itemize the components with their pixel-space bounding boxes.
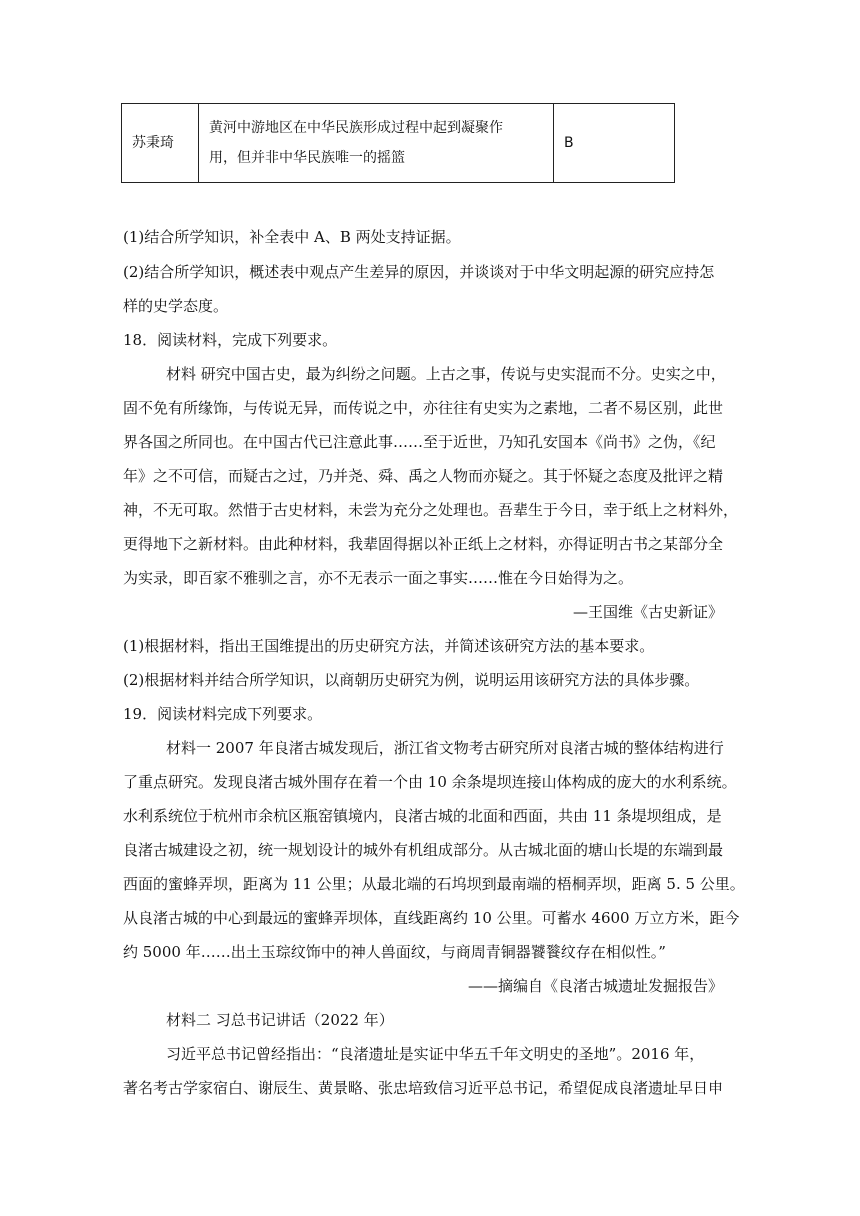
q19-material1-line: 约 5000 年……出土玉琮纹饰中的神人兽面纹，与商周青铜器饕餮纹存在相似性。” (123, 943, 666, 961)
q19-source1: ——摘编自《良渚古城遗址发掘报告》 (467, 977, 723, 995)
viewpoint-table (121, 103, 675, 183)
scholar-name-cell: 苏秉琦 (122, 104, 199, 183)
q19-material2-line: 习近平总书记曾经指出：“良渚遗址是实证中华五千年文明史的圣地”。2016 年， (166, 1045, 705, 1063)
q18-sub1: (1)根据材料，指出王国维提出的历史研究方法，并简述该研究方法的基本要求。 (123, 637, 655, 655)
q17-sub2-line: (2)结合所学知识，概述表中观点产生差异的原因，并谈谈对于中华文明起源的研究应持怎 (123, 263, 715, 281)
q19-material2-line: 著名考古学家宿白、谢辰生、黄景略、张忠培致信习近平总书记，希望促成良渚遗址早日申 (123, 1079, 724, 1097)
q18-material-line: 固不免有所缘饰，与传说无异，而传说之中，亦往往有史实为之素地，二者不易区别，此世 (123, 399, 724, 417)
viewpoint-line: 黄河中游地区在中华民族形成过程中起到凝聚作 (209, 120, 503, 136)
q18-heading: 18．阅读材料，完成下列要求。 (123, 331, 338, 349)
viewpoint-cell (199, 104, 554, 183)
q19-material2-title: 材料二 习总书记讲话（2022 年） (166, 1011, 394, 1029)
q18-material-line: 材料 研究中国古史，最为纠纷之问题。上古之事，传说与史实混而不分。史实之中， (166, 365, 726, 383)
q18-source: —王国维《古史新证》 (572, 603, 723, 621)
q18-material-line: 神，不无可取。然惜于古史材料，未尝为充分之处理也。吾辈生于今日，幸于纸上之材料外， (123, 501, 739, 519)
q18-material-line: 更得地下之新材料。由此种材料，我辈固得据以补正纸上之材料，亦得证明古书之某部分全 (123, 535, 724, 553)
q19-material1-line: 从良渚古城的中心到最远的蜜蜂弄坝体，直线距离约 10 公里。可蓄水 4600 万立方米，距今 (123, 909, 740, 927)
viewpoint-line: 用，但并非中华民族唯一的摇篮 (209, 150, 405, 166)
q18-material-line: 界各国之所同也。在中国古代已注意此事……至于近世，乃知孔安国本《尚书》之伪，《纪 (123, 433, 716, 451)
q19-material1-line: 西面的蜜蜂弄坝，距离为 11 公里；从最北端的石坞坝到最南端的梧桐弄坝，距离 5. 5 公里。 (123, 875, 745, 893)
q18-material-line: 年》之不可信，而疑古之过，乃并尧、舜、禹之人物而亦疑之。其于怀疑之态度及批评之精 (123, 467, 724, 485)
q19-heading: 19．阅读材料完成下列要求。 (123, 705, 323, 723)
q17-sub2-line: 样的史学态度。 (123, 297, 229, 315)
q18-sub2: (2)根据材料并结合所学知识，以商朝历史研究为例，说明运用该研究方法的具体步骤。 (123, 671, 700, 689)
q18-material-line: 为实录，即百家不雅驯之言，亦不无表示一面之事实……惟在今日始得为之。 (123, 569, 634, 587)
q19-material1-line: 了重点研究。发现良渚古城外围存在着一个由 10 余条堤坝连接山体构成的庞大的水利系统。 (123, 773, 737, 791)
q19-material1-line: 水利系统位于杭州市余杭区瓶窑镇境内，良渚古城的北面和西面，共由 11 条堤坝组成，是 (123, 807, 722, 825)
q19-material1-line: 材料一 2007 年良渚古城发现后，浙江省文物考古研究所对良渚古城的整体结构进行 (166, 739, 724, 757)
q17-sub1: (1)结合所学知识，补全表中 A、B 两处支持证据。 (123, 228, 461, 246)
table-row (122, 104, 675, 183)
q19-material1-line: 良渚古城建设之初，统一规划设计的城外有机组成部分。从古城北面的塘山长堤的东端到最 (123, 841, 724, 859)
evidence-cell: B (554, 104, 675, 183)
